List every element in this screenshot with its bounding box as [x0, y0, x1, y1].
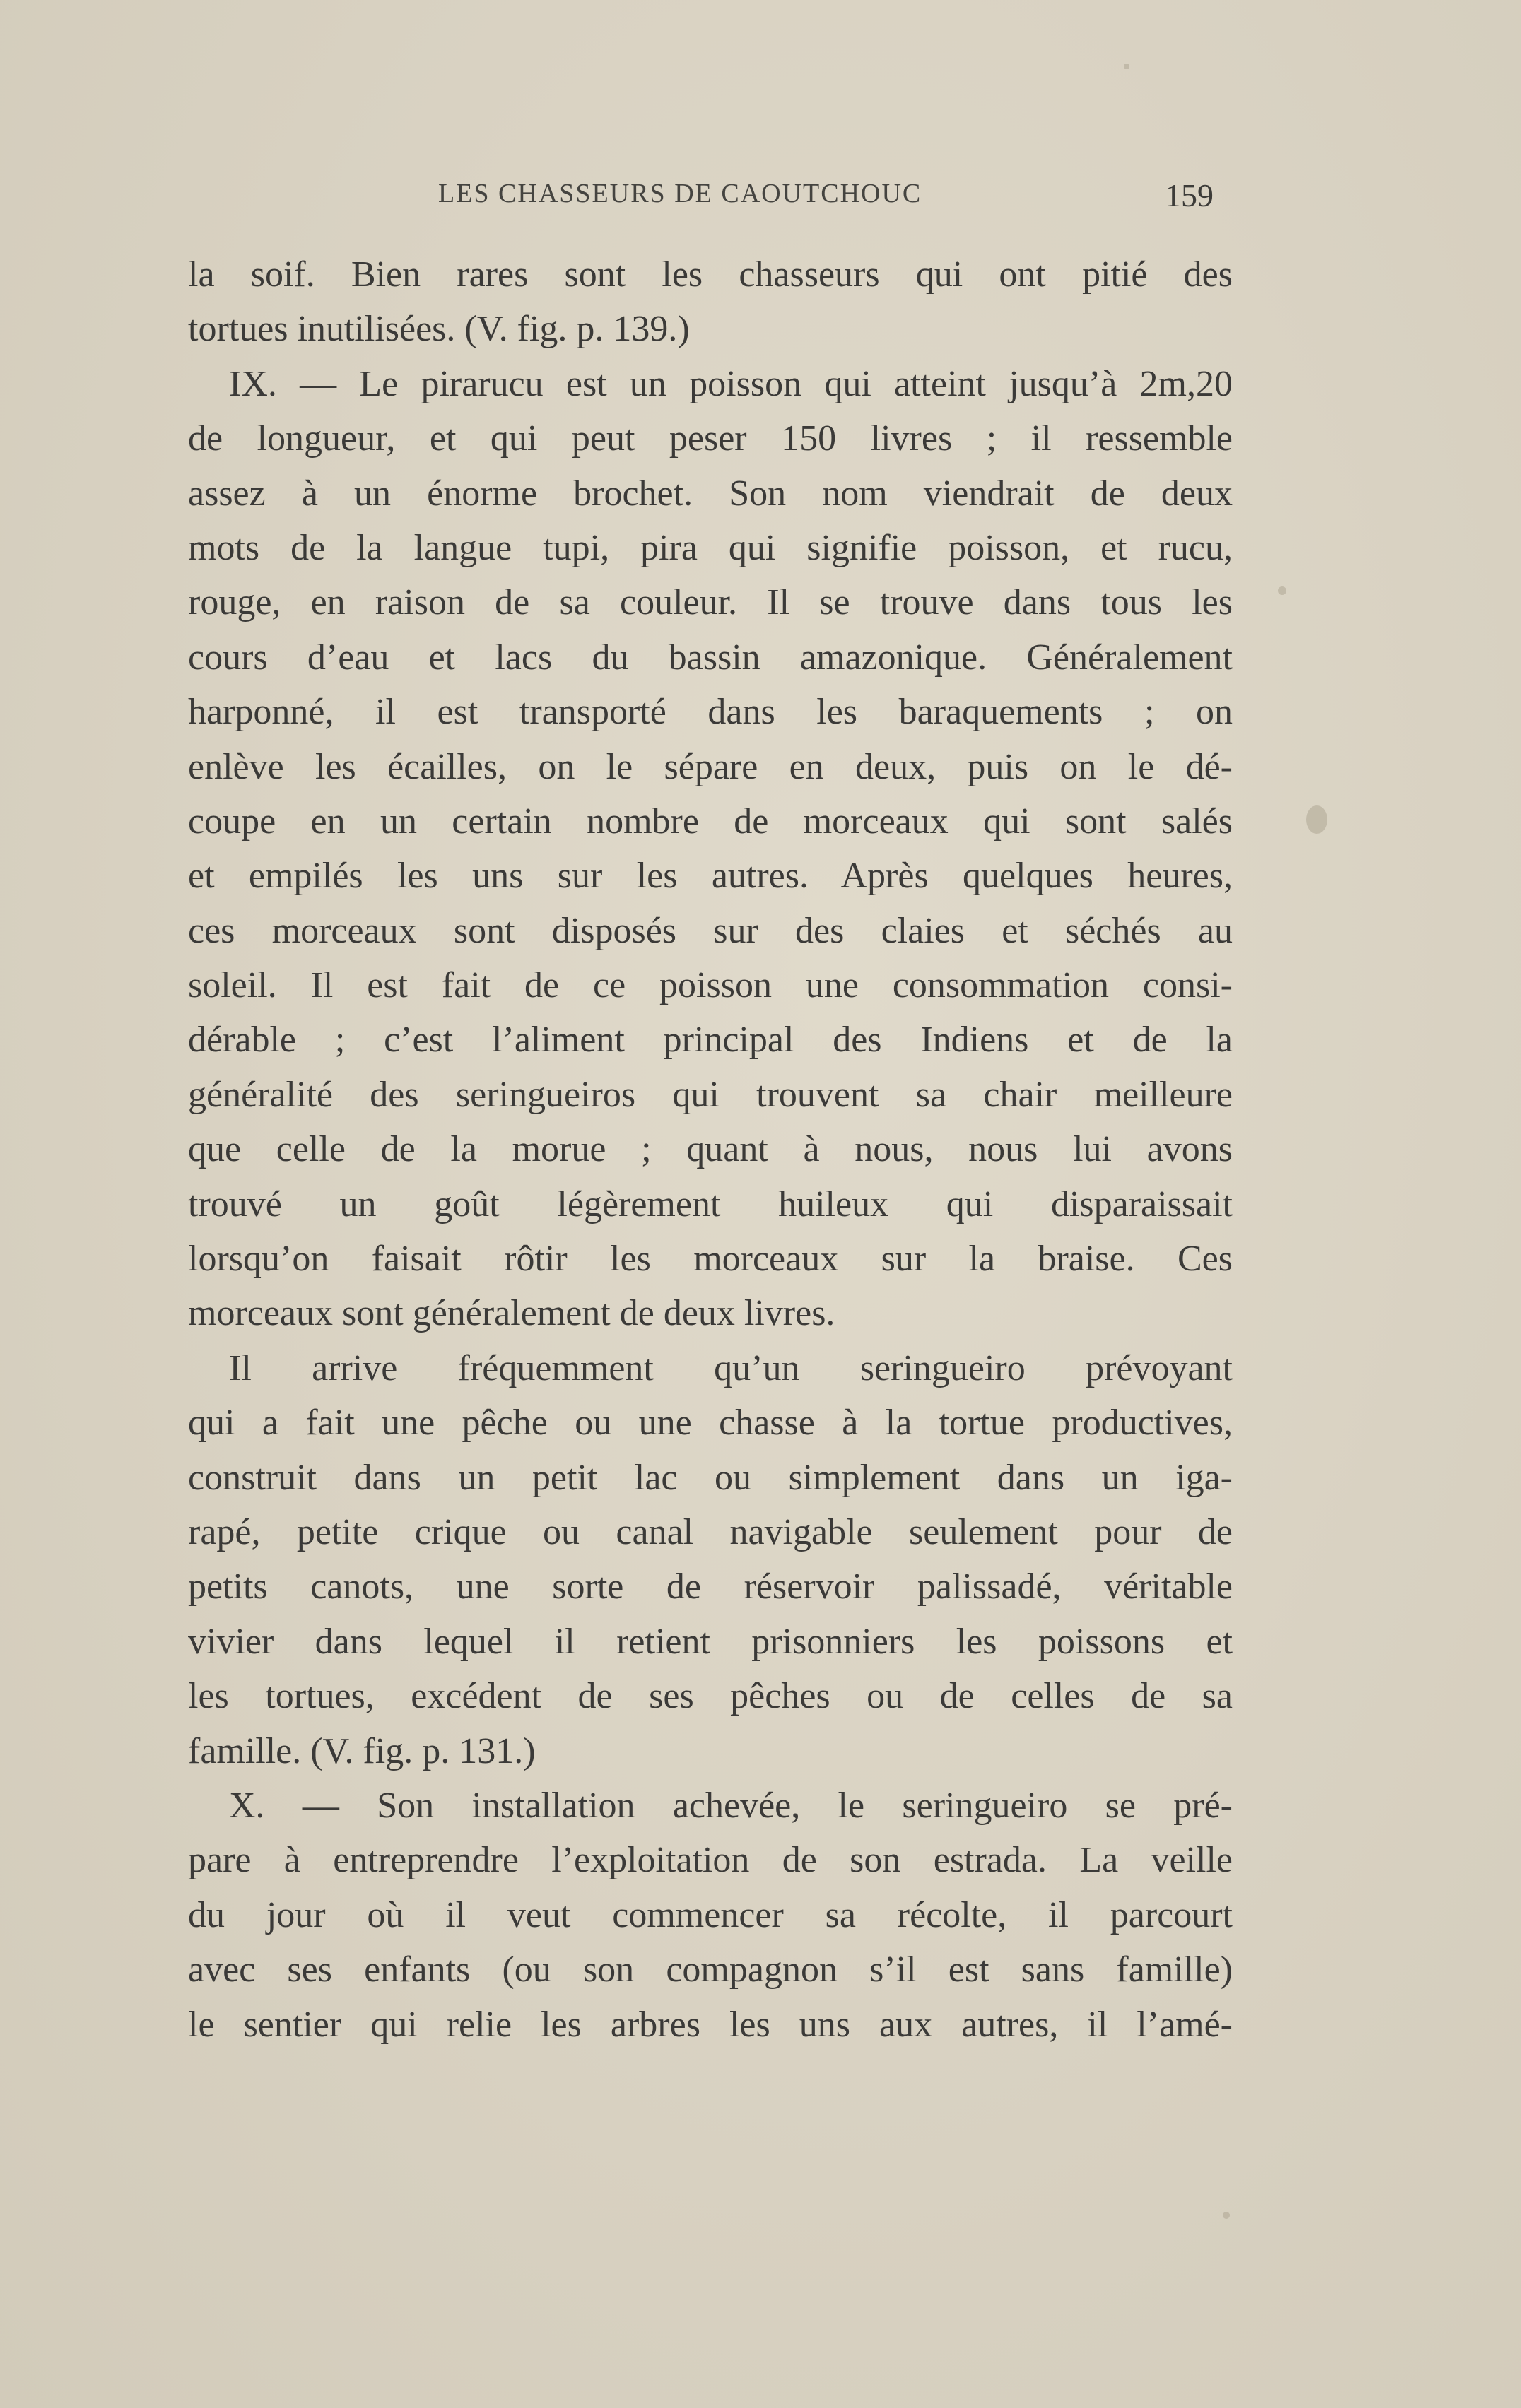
text-line: soleil. Il est fait de ce poisson une consommation consi- — [188, 965, 1233, 1006]
text-line: cours d’eau et lacs du bassin amazonique. Généralement — [188, 637, 1233, 678]
text-line: trouvé un goût légèrement huileux qui disparaissait — [188, 1184, 1233, 1224]
body-text — [188, 247, 1233, 2052]
text-line: de longueur, et qui peut peser 150 livres ; il ressemble — [188, 418, 1233, 459]
text-line: qui a fait une pêche ou une chasse à la tortue productives, — [188, 1403, 1233, 1444]
text-line: pare à entreprendre l’exploitation de son estrada. La veille — [188, 1840, 1233, 1881]
text-line: morceaux sont généralement de deux livres. — [188, 1293, 835, 1334]
text-line: du jour où il veut commencer sa récolte, il parcourt — [188, 1894, 1233, 1935]
text-line: X. — Son installation achevée, le seringueiro se pré- — [229, 1785, 1233, 1826]
paper-speck — [1124, 64, 1129, 69]
text-line: IX. — Le pirarucu est un poisson qui atteint jusqu’à 2m,20 — [229, 363, 1233, 404]
text-line: enlève les écailles, on le sépare en deux, puis on le dé- — [188, 746, 1233, 787]
text-line: famille. (V. fig. p. 131.) — [188, 1730, 536, 1771]
text-line: généralité des seringueiros qui trouvent sa chair meilleure — [188, 1074, 1233, 1115]
text-line: vivier dans lequel il retient prisonniers les poissons et — [188, 1621, 1233, 1662]
page-number: 159 — [1165, 177, 1214, 213]
paper-speck — [1278, 586, 1286, 595]
text-line: ces morceaux sont disposés sur des claies et séchés au — [188, 910, 1233, 951]
text-line: que celle de la morue ; quant à nous, nous lui avons — [188, 1129, 1233, 1170]
text-line: le sentier qui relie les arbres les uns aux autres, il l’amé- — [188, 2004, 1233, 2045]
paper-speck — [1223, 2212, 1230, 2219]
text-line: dérable ; c’est l’aliment principal des Indiens et de la — [188, 1020, 1233, 1061]
text-line: mots de la langue tupi, pira qui signifie poisson, et rucu, — [188, 527, 1233, 568]
text-line: avec ses enfants (ou son compagnon s’il est sans famille) — [188, 1949, 1233, 1990]
running-head-title: LES CHASSEURS DE CAOUTCHOUC — [438, 179, 922, 208]
text-line: rouge, en raison de sa couleur. Il se trouve dans tous les — [188, 582, 1233, 623]
paper-speck — [1306, 805, 1327, 834]
text-line: construit dans un petit lac ou simplement dans un iga- — [188, 1457, 1233, 1498]
text-line: assez à un énorme brochet. Son nom viendrait de deux — [188, 473, 1233, 514]
text-line: la soif. Bien rares sont les chasseurs qui ont pitié des — [188, 254, 1233, 295]
text-line: lorsqu’on faisait rôtir les morceaux sur la braise. Ces — [188, 1239, 1233, 1280]
text-line: harponné, il est transporté dans les baraquements ; on — [188, 692, 1233, 733]
text-line: coupe en un certain nombre de morceaux qui sont salés — [188, 801, 1233, 842]
text-line: les tortues, excédent de ses pêches ou de celles de sa — [188, 1676, 1233, 1717]
text-line: tortues inutilisées. (V. fig. p. 139.) — [188, 309, 690, 350]
text-line: Il arrive fréquemment qu’un seringueiro prévoyant — [229, 1347, 1233, 1388]
text-line: petits canots, une sorte de réservoir palissadé, véritable — [188, 1566, 1233, 1607]
text-line: rapé, petite crique ou canal navigable seulement pour de — [188, 1511, 1233, 1552]
text-line: et empilés les uns sur les autres. Après quelques heures, — [188, 856, 1233, 897]
